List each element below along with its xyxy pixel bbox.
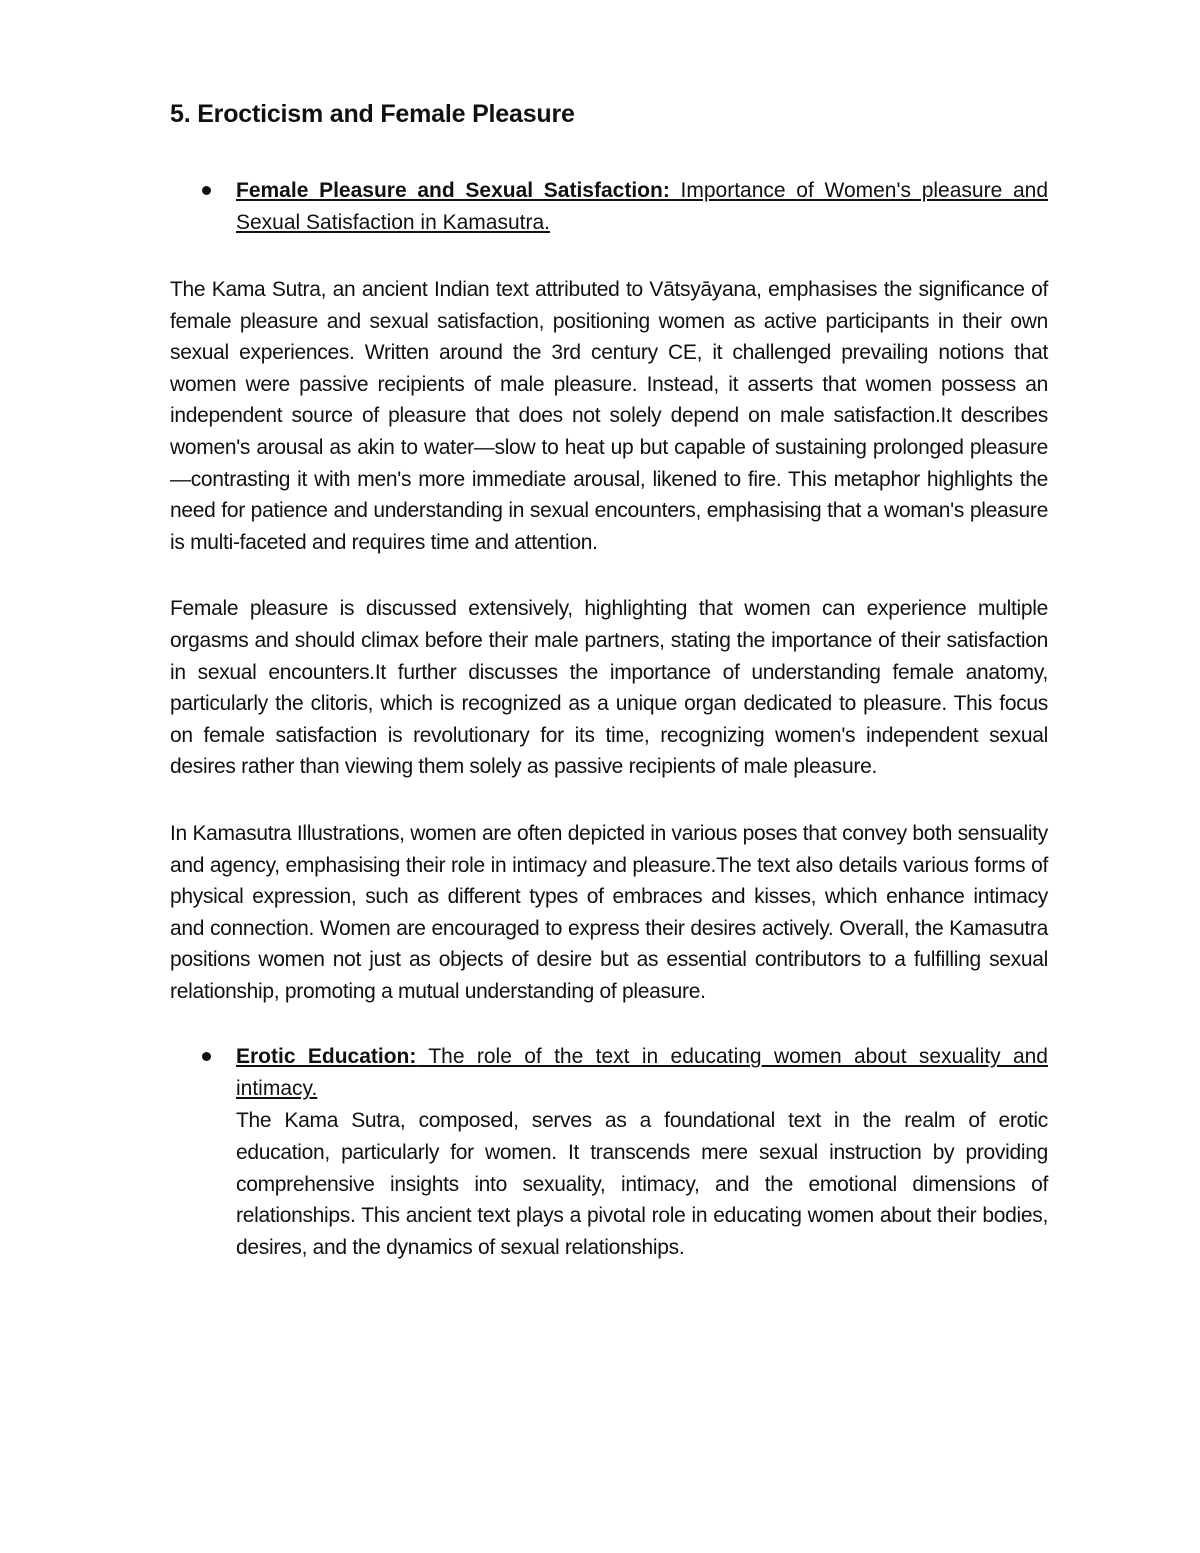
- bullet-title-female-pleasure: [236, 175, 1048, 239]
- paragraph-2: Female pleasure is discussed extensively, highlighting that women can experience multiple orgasms and should climax before their male partners, stating the importance of their satisfaction in sexual encounters.It further discusses the importance of understanding female anatomy, particularly the clitoris, which is recognized as a unique organ dedicated to pleasure. This focus on female satisfaction is revolutionary for its time, recognizing women's independent sexual desires rather than viewing them solely as passive recipients of male pleasure.: [170, 597, 1048, 779]
- bullet-erotic-education: [170, 1041, 1048, 1263]
- section-heading: 5. Erocticism and Female Pleasure: [170, 100, 575, 128]
- bullet-dot-icon: [202, 1052, 211, 1061]
- bullet-title-bold: Female Pleasure and Sexual Satisfaction:: [236, 179, 670, 202]
- paragraph-1: The Kama Sutra, an ancient Indian text attributed to Vātsyāyana, emphasises the significance of female pleasure and sexual satisfaction, positioning women as active participants in their own sexual experiences. Written around the 3rd century CE, it challenged prevailing notions that women were passive recipients of male pleasure. Instead, it asserts that women possess an independent source of pleasure that does not solely depend on male satisfaction.It describes women's arousal as akin to water—slow to heat up but capable of sustaining prolonged pleasure—contrasting it with men's more immediate arousal, likened to fire. This metaphor highlights the need for patience and understanding in sexual encounters, emphasising that a woman's pleasure is multi-faceted and requires time and attention.: [170, 278, 1048, 554]
- bullet-body-erotic-education: The Kama Sutra, composed, serves as a foundational text in the realm of erotic education, particularly for women. It transcends mere sexual instruction by providing comprehensive insights into sexuality, intimacy, and the emotional dimensions of relationships. This ancient text plays a pivotal role in educating women about their bodies, desires, and the dynamics of sexual relationships.: [236, 1109, 1048, 1259]
- bullet-title-rest: Importance of Women's pleasure and Sexual Satisfaction in Kamasutra.: [236, 179, 1048, 234]
- bullet-female-pleasure: [170, 175, 1048, 239]
- document-page: [170, 100, 1048, 1263]
- bullet-title-rest: The role of the text in educating women about sexuality and intimacy.: [236, 1045, 1048, 1101]
- bullet-title-erotic-education: [236, 1041, 1048, 1105]
- bullet-title-bold: Erotic Education:: [236, 1045, 417, 1069]
- bullet-dot-icon: [202, 186, 211, 195]
- paragraph-3: In Kamasutra Illustrations, women are often depicted in various poses that convey both sensuality and agency, emphasising their role in intimacy and pleasure.The text also details various forms of physical expression, such as different types of embraces and kisses, which enhance intimacy and connection. Women are encouraged to express their desires actively. Overall, the Kamasutra positions women not just as objects of desire but as essential contributors to a fulfilling sexual relationship, promoting a mutual understanding of pleasure.: [170, 821, 1048, 1003]
